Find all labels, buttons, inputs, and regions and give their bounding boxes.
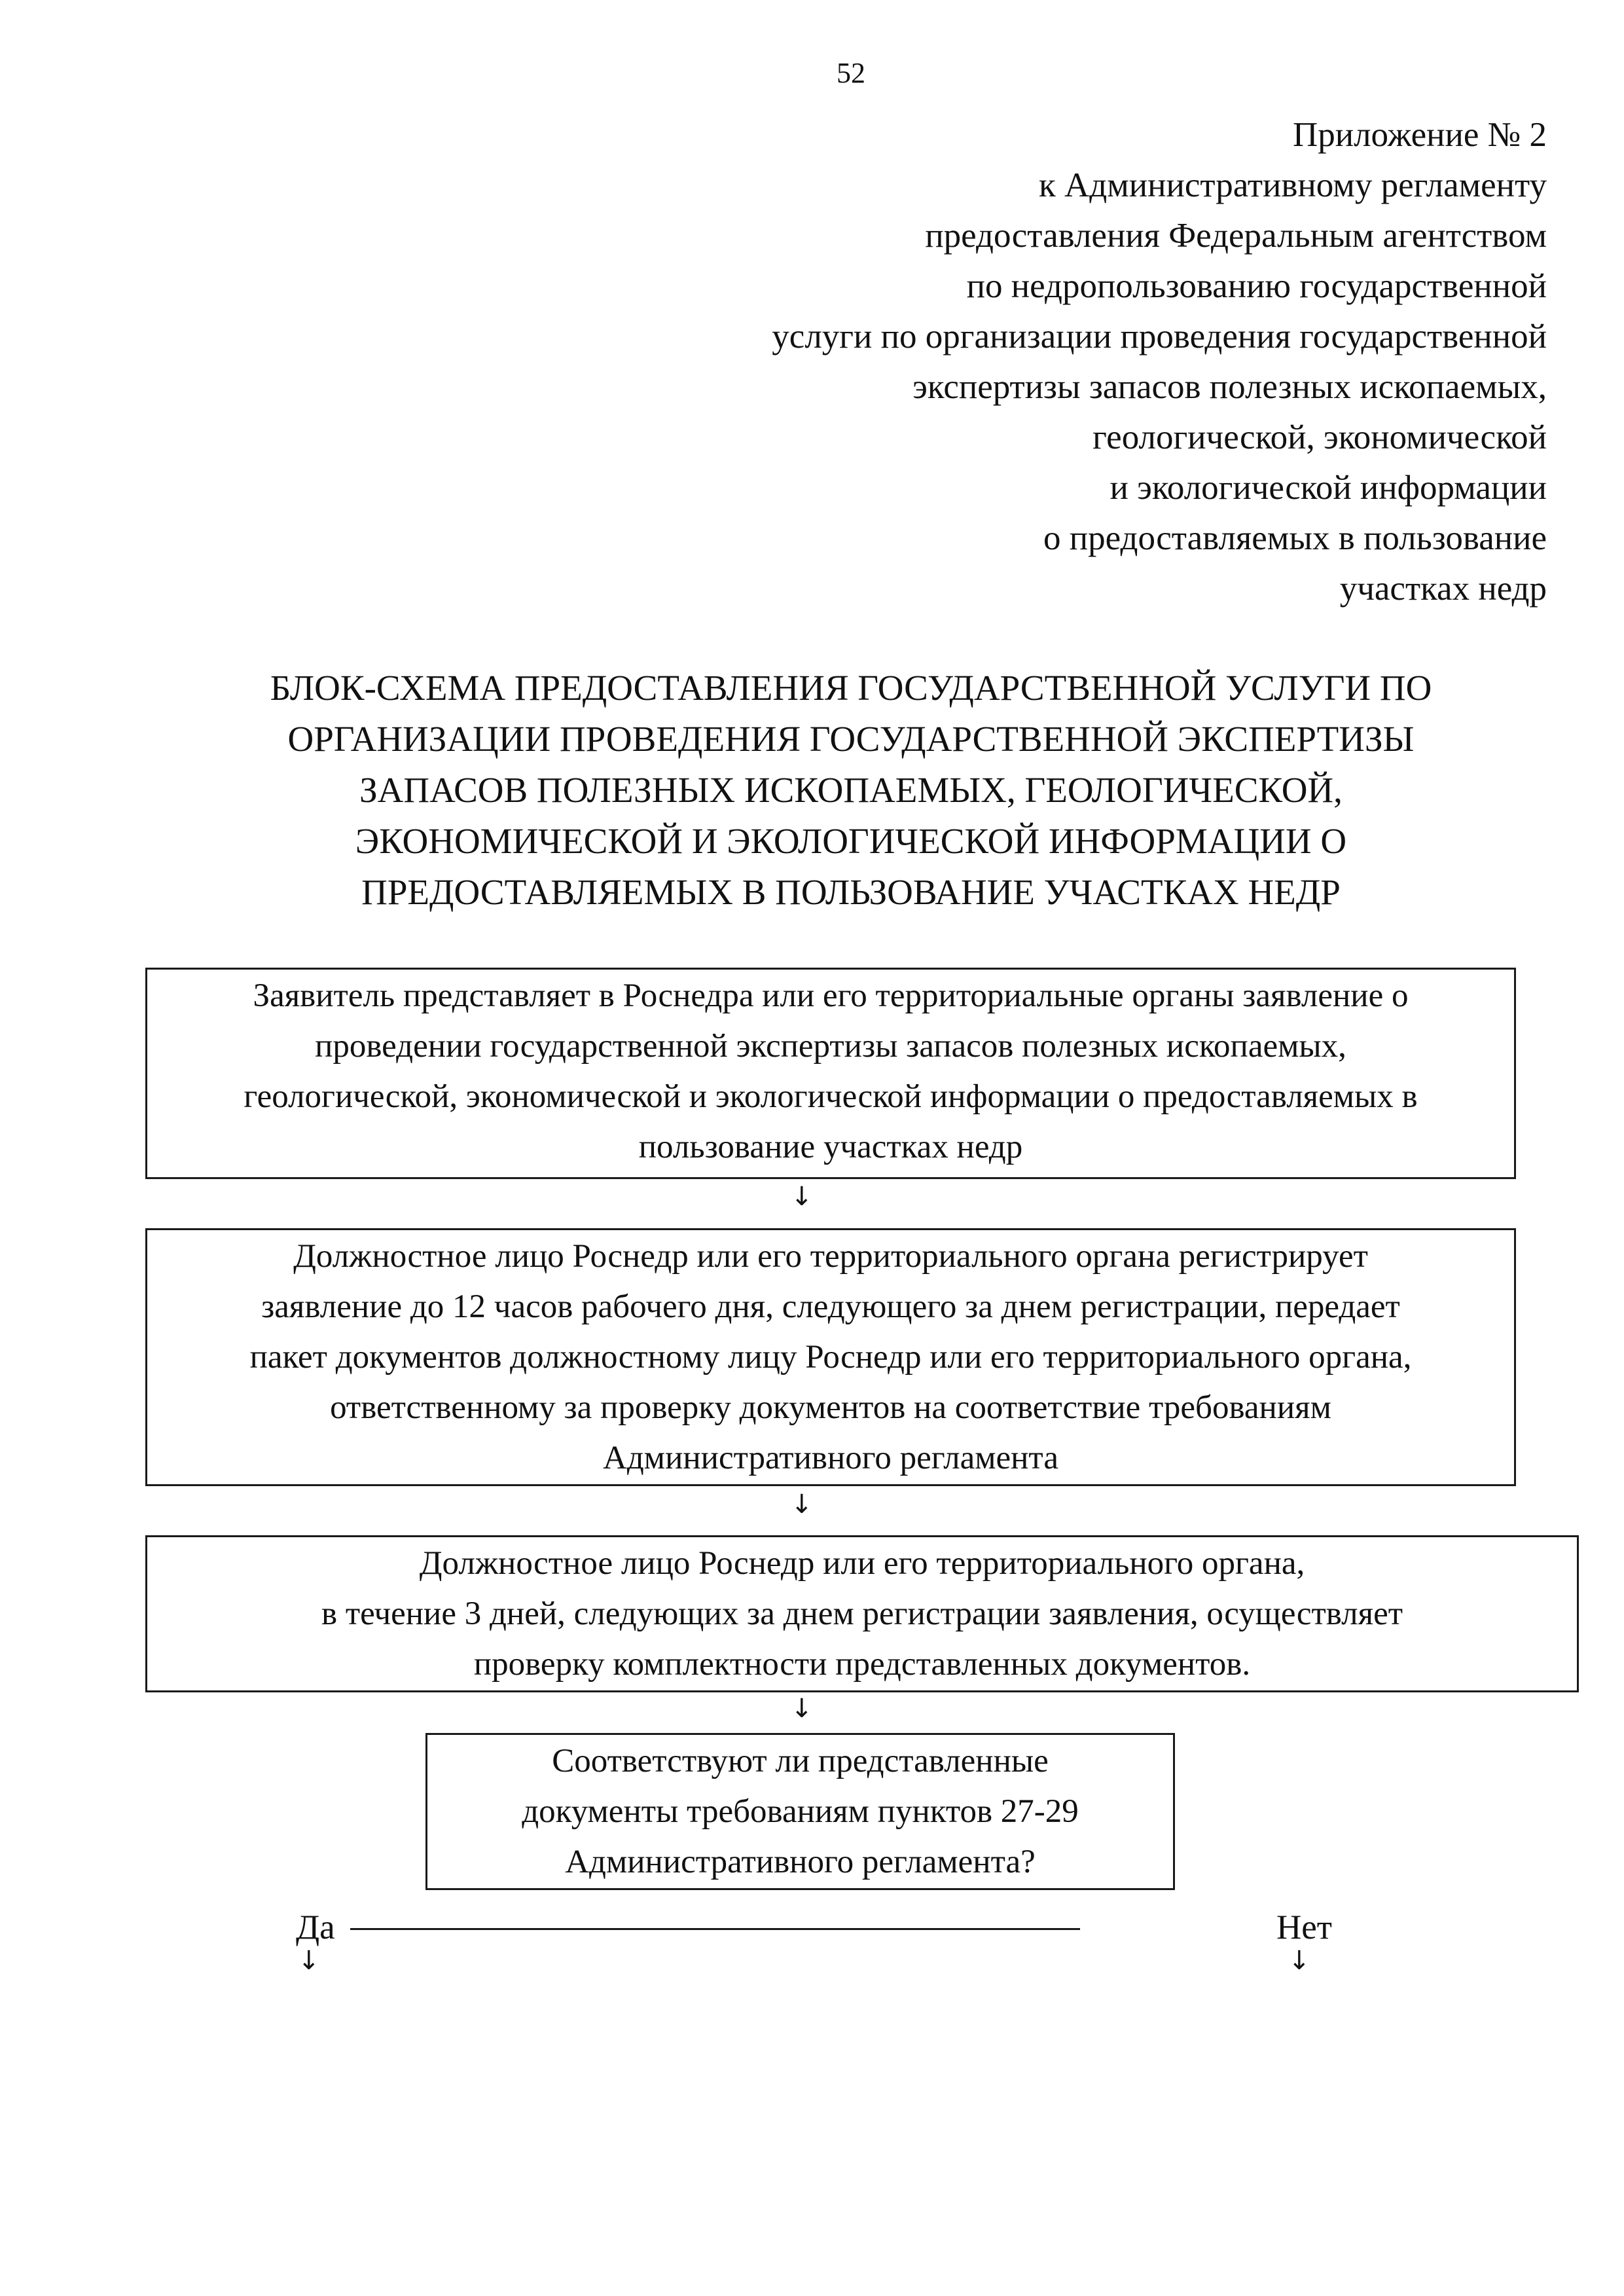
title-line: ПРЕДОСТАВЛЯЕМЫХ В ПОЛЬЗОВАНИЕ УЧАСТКАХ НЕДР xyxy=(361,872,1341,912)
document-title xyxy=(131,663,1571,918)
title-line: ЭКОНОМИЧЕСКОЙ И ЭКОЛОГИЧЕСКОЙ ИНФОРМАЦИИ О xyxy=(355,821,1347,861)
step-text-line: заявление до 12 часов рабочего дня, следующего за днем регистрации, передает xyxy=(261,1288,1400,1325)
down-arrow-icon: ↓ xyxy=(298,1946,320,1976)
step-text-line: Должностное лицо Роснедр или его территориального органа, xyxy=(419,1545,1305,1582)
flow-decision-compliance xyxy=(425,1733,1175,1890)
step-text-line: Административного регламента xyxy=(603,1440,1058,1476)
step-text-line: проверку комплектности представленных документов. xyxy=(473,1646,1251,1683)
title-line: ОРГАНИЗАЦИИ ПРОВЕДЕНИЯ ГОСУДАРСТВЕННОЙ ЭКСПЕРТИЗЫ xyxy=(287,719,1415,759)
appendix-line: участках недр xyxy=(1339,570,1547,608)
down-arrow-icon: ↓ xyxy=(791,1694,813,1724)
appendix-line: к Административному регламенту xyxy=(1039,166,1547,204)
appendix-line: предоставления Федеральным агентством xyxy=(925,217,1547,255)
decision-text-line: Административного регламента? xyxy=(565,1844,1036,1880)
page-number: 52 xyxy=(837,57,865,89)
down-arrow-icon: ↓ xyxy=(791,1182,813,1212)
appendix-line: геологической, экономической xyxy=(1092,418,1547,456)
flow-step-completeness-check xyxy=(145,1535,1579,1692)
flow-step-registration xyxy=(145,1228,1516,1486)
appendix-line: и экологической информации xyxy=(1110,469,1547,507)
step-text-line: пользование участках недр xyxy=(638,1129,1023,1165)
appendix-line: экспертизы запасов полезных ископаемых, xyxy=(912,368,1547,406)
flow-step-application xyxy=(145,968,1516,1179)
appendix-header xyxy=(499,110,1547,614)
step-text-line: ответственному за проверку документов на соответствие требованиям xyxy=(330,1389,1331,1426)
step-text-line: Заявитель представляет в Роснедра или его территориальные органы заявление о xyxy=(253,977,1409,1014)
title-line: БЛОК-СХЕМА ПРЕДОСТАВЛЕНИЯ ГОСУДАРСТВЕННОЙ УСЛУГИ ПО xyxy=(270,668,1432,708)
decision-text-line: Соответствуют ли представленные xyxy=(552,1743,1049,1779)
down-arrow-icon: ↓ xyxy=(791,1489,813,1520)
title-line: ЗАПАСОВ ПОЛЕЗНЫХ ИСКОПАЕМЫХ, ГЕОЛОГИЧЕСКОЙ, xyxy=(359,770,1343,810)
step-text-line: пакет документов должностному лицу Роснедр или его территориального органа, xyxy=(249,1339,1412,1376)
appendix-line: услуги по организации проведения государственной xyxy=(772,318,1547,355)
appendix-line: Приложение № 2 xyxy=(1292,116,1547,154)
step-text-line: геологической, экономической и экологической информации о предоставляемых в xyxy=(244,1078,1418,1115)
decision-branch-line xyxy=(350,1928,1080,1930)
decision-text-line: документы требованиям пунктов 27-29 xyxy=(522,1793,1079,1830)
appendix-line: о предоставляемых в пользование xyxy=(1043,519,1547,557)
step-text-line: проведении государственной экспертизы запасов полезных ископаемых, xyxy=(315,1028,1346,1065)
no-branch-label: Нет xyxy=(1276,1908,1332,1946)
step-text-line: в течение 3 дней, следующих за днем регистрации заявления, осуществляет xyxy=(321,1595,1403,1632)
step-text-line: Должностное лицо Роснедр или его территориального органа регистрирует xyxy=(293,1238,1368,1275)
down-arrow-icon: ↓ xyxy=(1288,1946,1310,1976)
appendix-line: по недропользованию государственной xyxy=(966,267,1547,305)
yes-branch-label: Да xyxy=(296,1908,335,1946)
